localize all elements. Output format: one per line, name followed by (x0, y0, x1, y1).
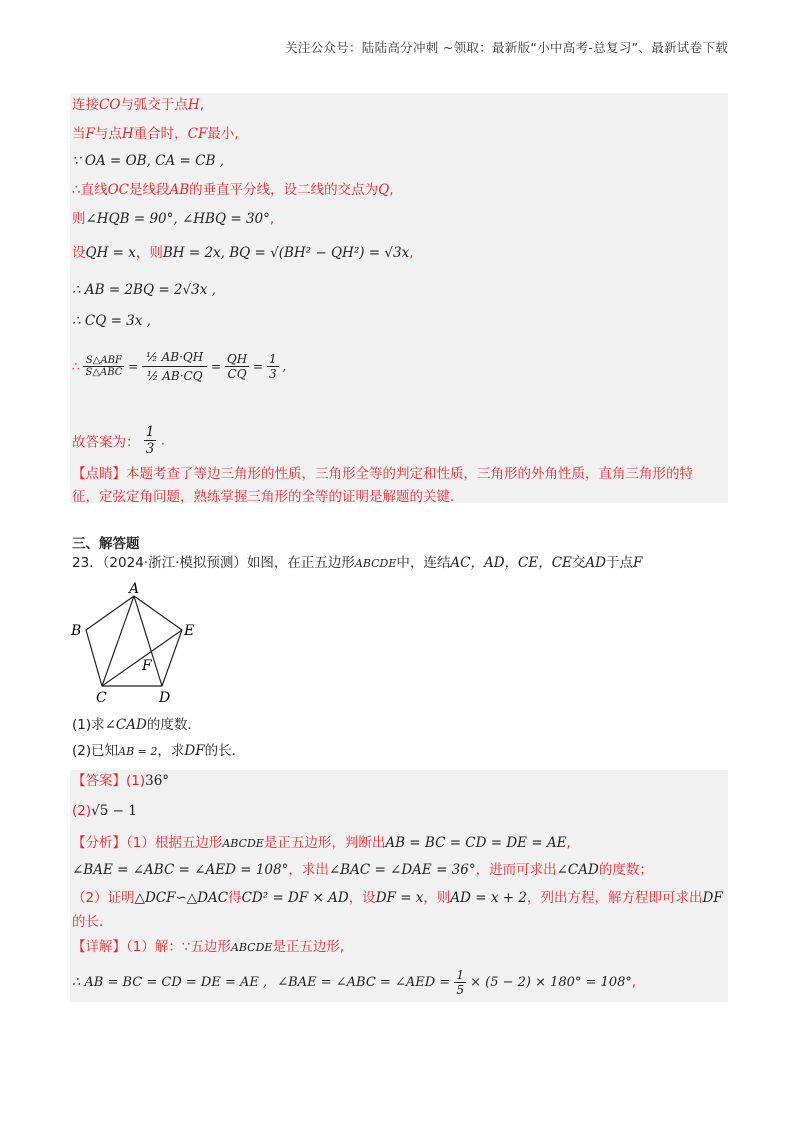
label-c: C (96, 690, 107, 706)
page-header: 关注公众号：陆陆高分冲刺 ~领取：最新版“小中高考-总复习”、最新试卷下载 (284, 40, 728, 55)
solution-line-1: 连接CO与弧交于点H, (72, 97, 204, 113)
solution-line-5: 则∠HQB = 90°, ∠HBQ = 30°, (72, 211, 275, 227)
analysis-line-3: （2）证明△DCF∽△DAC得CD² = DF × AD，设DF = x，则AD = x + 2，列出方程，解方程即可求出DF (72, 890, 723, 906)
label-d: D (159, 690, 171, 706)
solution-line-4: ∴直线OC是线段AB的垂直平分线，设二线的交点为Q, (72, 182, 394, 198)
detail-line-1: 【详解】（1）解：∵五边形ABCDE是正五边形, (72, 939, 345, 955)
pentagon-figure (66, 580, 206, 706)
problem-stem: 23．（2024·浙江·模拟预测）如图，在正五边形ABCDE中，连结AC，AD，CE，CE交AD于点F (72, 555, 643, 571)
label-f: F (142, 658, 152, 674)
review-line-1: 【点睛】本题考查了等边三角形的性质，三角形全等的判定和性质，三角形的外角性质，直角三角形的特 (72, 466, 693, 482)
solution-line-3: ∵ OA = OB, CA = CB , (72, 153, 224, 169)
question-1: (1)求∠CAD的度数． (72, 717, 201, 733)
label-a: A (129, 581, 140, 597)
pentagon-outline (86, 596, 182, 686)
solution-line-6: 设QH = x，则BH = 2x, BQ = √(BH² − QH²) = √3x, (72, 245, 414, 261)
segment-ac (102, 596, 134, 686)
review-line-2: 征，定弦定角问题，熟练掌握三角形的全等的证明是解题的关键． (72, 489, 464, 505)
solution-line-7: ∴ AB = 2BQ = 2√3x , (72, 282, 216, 298)
analysis-line-1: 【分析】（1）根据五边形ABCDE是正五边形，判断出AB = BC = CD = DE = AE, (72, 835, 571, 851)
section-title: 三、解答题 (72, 536, 140, 552)
label-e: E (184, 623, 195, 639)
analysis-line-4: 的长． (72, 914, 113, 930)
solution-line-10: 故答案为： $\frac{1}{3}$ . (72, 424, 165, 457)
question-2: (2)已知AB = 2，求DF的长． (72, 743, 246, 759)
detail-line-2: ∴ AB = BC = CD = DE = AE , ∠BAE = ∠ABC = ∠AED = $\frac{1}{5}$ × (5 − 2) × 180° = 108°, (72, 968, 637, 997)
solution-line-9: ∴ $\frac{\text{S△ABF}}{\text{S△ABC}}$ = $\frac{\text{½ AB·QH}}{\text{½ AB·CQ}}$ = $\frac{QH}{CQ}$ = $\frac{1}{3}$ , (72, 350, 287, 383)
label-b: B (71, 623, 82, 639)
answer-line-2: (2)√5 − 1 (72, 803, 137, 819)
solution-line-2: 当F与点H重合时，CF最小, (72, 126, 239, 142)
solution-line-8: ∴ CQ = 3x , (72, 313, 151, 329)
answer-line-1: 【答案】(1)36° (72, 773, 170, 789)
analysis-line-2: ∠BAE = ∠ABC = ∠AED = 108°，求出∠BAC = ∠DAE = 36°，进而可求出∠CAD的度数； (72, 862, 653, 878)
